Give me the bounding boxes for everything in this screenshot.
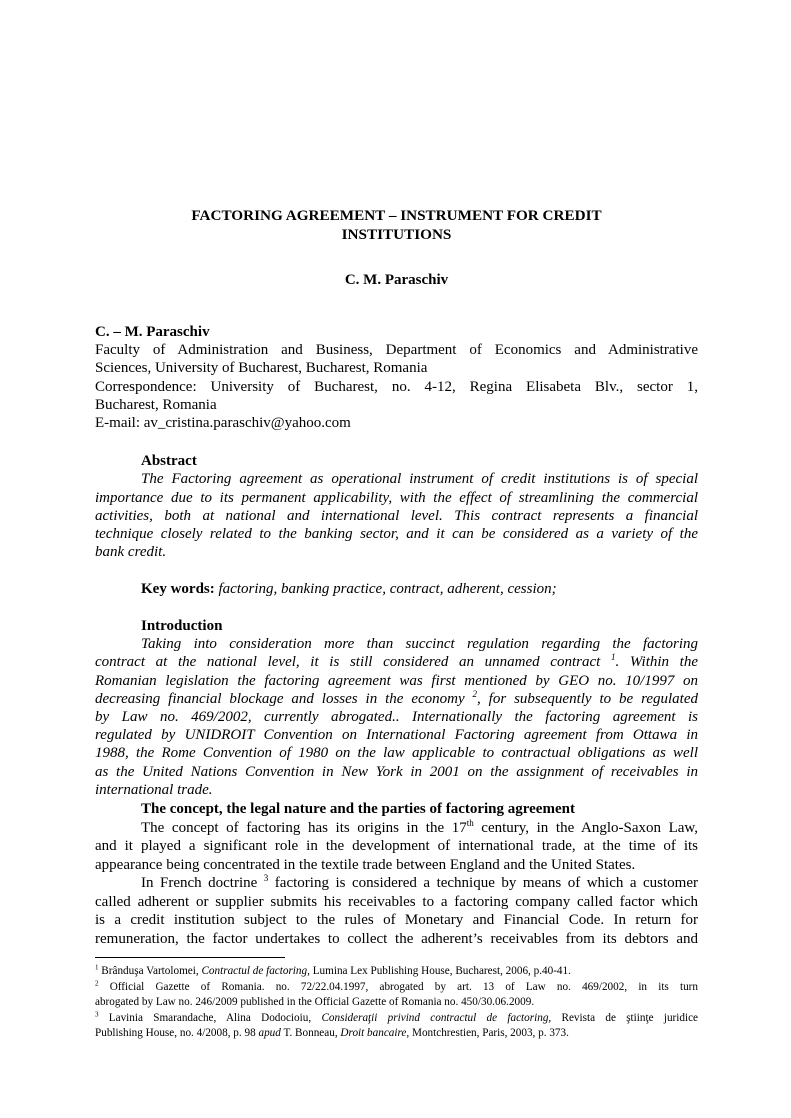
abstract-line: importance due to its permanent applicability, with the effect of streamlining the commercial	[95, 489, 698, 506]
abstract-line: The Factoring agreement as operational instrument of credit institutions is of special	[141, 471, 698, 488]
body-text: century, in the Anglo-Saxon Law,	[473, 819, 698, 836]
abstract-section	[95, 452, 698, 562]
footnote-3	[95, 1011, 698, 1027]
author-email: E-mail: av_cristina.paraschiv@yahoo.com	[95, 415, 351, 432]
footnote-text: Revista de ştiinţe juridice	[551, 1011, 698, 1024]
body-text: The concept of factoring has its origins in the 17	[141, 819, 467, 836]
footnote-text: Publishing House, no. 4/2008, p. 98	[95, 1027, 259, 1040]
footnote-text: Brânduşa Vartolomei,	[98, 965, 202, 977]
intro-line: Taking into consideration more than succinct regulation regarding the factoring	[141, 636, 698, 653]
concept-heading: The concept, the legal nature and the parties of factoring agreement	[141, 801, 575, 817]
body-line: remuneration, the factor undertakes to collect the adherent’s receivables from its debtors and	[95, 930, 698, 947]
affiliation-line: Faculty of Administration and Business, Department of Economics and Administrative	[95, 342, 698, 359]
intro-line: Romanian legislation the factoring agreement was first mentioned by GEO no. 10/1997 on	[95, 672, 698, 689]
footnote-divider	[95, 957, 285, 958]
intro-line: international trade.	[95, 781, 213, 798]
footnote-text: apud	[258, 1027, 281, 1040]
superscript: th	[466, 817, 474, 828]
footnote-2	[95, 980, 698, 996]
intro-line: as the United Nations Convention in New York in 2001 on the assignment of receivables in	[95, 763, 698, 780]
paper-title	[95, 206, 698, 244]
title-line: FACTORING AGREEMENT – INSTRUMENT FOR CREDIT	[191, 207, 602, 224]
footnote-text: Lumina Lex Publishing House, Bucharest, 2006, p.40-41.	[309, 965, 571, 977]
footnote-text: Lavinia Smarandache, Alina Dodocioiu,	[98, 1011, 322, 1024]
body-text: In French doctrine	[141, 875, 264, 891]
intro-line: regulated by UNIDROIT Convention on International Factoring agreement from Ottawa in	[95, 727, 698, 744]
introduction-heading: Introduction	[141, 618, 223, 634]
intro-text: decreasing financial blockage and losses in the economy	[95, 690, 473, 707]
footnote-number: 2	[95, 978, 99, 987]
keywords-text: factoring, banking practice, contract, adherent, cession;	[218, 581, 557, 597]
intro-text: contract at the national level, it is still considered an unnamed contract	[95, 654, 611, 671]
footnote-ref[interactable]: 1	[610, 652, 616, 663]
intro-line	[95, 653, 698, 671]
intro-line: 1988, the Rome Convention of 1980 on the law applicable to contractual obligations as well	[95, 745, 698, 762]
body-line: and it played a significant role in the development of international trade, at the time of its	[95, 838, 698, 854]
body-line	[95, 819, 698, 838]
abstract-line: bank credit.	[95, 544, 167, 561]
intro-line	[95, 690, 698, 708]
footnote-text: Montchrestien, Paris, 2003, p. 373.	[409, 1027, 569, 1040]
title-line: INSTITUTIONS	[341, 226, 452, 243]
introduction-section	[95, 617, 698, 799]
body-line: appearance being concentrated in the textile trade between England and the United States.	[95, 856, 636, 873]
body-line: called adherent or supplier submits his receivables to a factoring company called factor which	[95, 893, 698, 910]
keywords	[141, 580, 557, 598]
keywords-label: Key words:	[141, 581, 215, 597]
footnote-3-cont	[95, 1026, 698, 1042]
footnote-2-cont: abrogated by Law no. 246/2009 published in the Official Gazette of Romania no. 450/30.06.2009.	[95, 996, 535, 1009]
footnotes	[95, 964, 698, 1042]
affiliation-line: Bucharest, Romania	[95, 396, 217, 413]
abstract-heading: Abstract	[141, 453, 197, 469]
footnote-number: 1	[95, 963, 99, 972]
affiliation-line: Sciences, University of Bucharest, Bucharest, Romania	[95, 360, 428, 377]
footnote-ref[interactable]: 3	[263, 873, 269, 883]
footnote-number: 3	[95, 1010, 99, 1019]
intro-text: , for subsequently to be regulated	[477, 690, 698, 707]
footnote-ref[interactable]: 2	[472, 688, 478, 699]
author-name: C. – M. Paraschiv	[95, 324, 210, 340]
footnote-title: Droit bancaire,	[340, 1027, 410, 1040]
abstract-line: technique closely related to the banking sector, and it can be considered as a variety of the	[95, 526, 698, 543]
abstract-line: activities, both at national and international level. This contract represents a financial	[95, 507, 698, 524]
body-line: is a credit institution subject to the rules of Monetary and Financial Code. In return for	[95, 912, 698, 928]
footnote-text: T. Bonneau,	[280, 1027, 341, 1040]
footnote-1	[95, 964, 698, 980]
intro-text: . Within the	[615, 654, 699, 671]
body-line	[95, 874, 698, 893]
body-text: factoring is considered a technique by means of which a customer	[268, 875, 698, 891]
footnote-title: Consideraţii privind contractul de factoring,	[321, 1011, 552, 1024]
concept-section	[95, 800, 698, 948]
intro-line: by Law no. 469/2002, currently abrogated.. Internationally the factoring agreement is	[95, 709, 698, 726]
footnote-text: Official Gazette of Romania. no. 72/22.04.1997, abrogated by art. 13 of Law no. 469/2002, in its turn	[98, 980, 698, 993]
affiliation-line: Correspondence: University of Bucharest, no. 4-12, Regina Elisabeta Blv., sector 1,	[95, 378, 698, 395]
author-byline: C. M. Paraschiv	[344, 272, 449, 288]
author-affiliation	[95, 323, 698, 432]
footnote-title: Contractul de factoring,	[201, 965, 310, 977]
